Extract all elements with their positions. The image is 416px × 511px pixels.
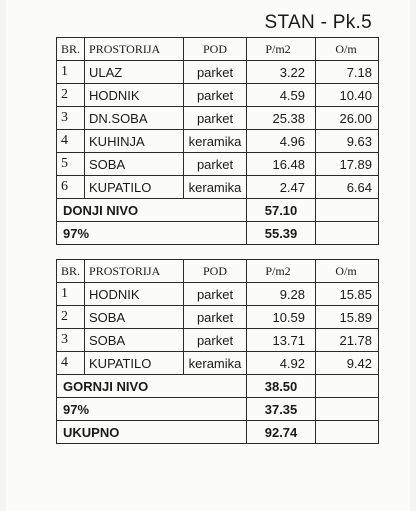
table-header-row bbox=[57, 260, 379, 283]
room-perimeter: 15.89 bbox=[316, 306, 379, 329]
floor-type: parket bbox=[184, 107, 247, 130]
row-number: 6 bbox=[57, 176, 85, 199]
room-name: KUPATILO bbox=[85, 176, 184, 199]
floor-type: parket bbox=[184, 283, 247, 306]
floor-type: keramika bbox=[184, 176, 247, 199]
level-total-row bbox=[57, 375, 379, 398]
room-area: 10.59 bbox=[247, 306, 316, 329]
row-number: 4 bbox=[57, 352, 85, 375]
room-perimeter: 9.42 bbox=[316, 352, 379, 375]
row-number: 5 bbox=[57, 153, 85, 176]
header-area: P/m2 bbox=[247, 260, 316, 283]
room-perimeter: 10.40 bbox=[316, 84, 379, 107]
level-total-label: GORNJI NIVO bbox=[57, 375, 247, 398]
room-name: KUPATILO bbox=[85, 352, 184, 375]
header-pod: POD bbox=[184, 38, 247, 61]
table-row bbox=[57, 306, 379, 329]
row-number: 1 bbox=[57, 61, 85, 84]
room-name: ULAZ bbox=[85, 61, 184, 84]
table-row bbox=[57, 176, 379, 199]
floor-type: parket bbox=[184, 329, 247, 352]
room-perimeter: 26.00 bbox=[316, 107, 379, 130]
room-name: SOBA bbox=[85, 153, 184, 176]
room-area: 13.71 bbox=[247, 329, 316, 352]
empty-cell bbox=[316, 199, 379, 222]
room-perimeter: 17.89 bbox=[316, 153, 379, 176]
room-name: HODNIK bbox=[85, 283, 184, 306]
room-area: 4.92 bbox=[247, 352, 316, 375]
reduced-label: 97% bbox=[57, 398, 247, 421]
header-perimeter: O/m bbox=[316, 38, 379, 61]
room-name: SOBA bbox=[85, 329, 184, 352]
room-perimeter: 15.85 bbox=[316, 283, 379, 306]
room-area: 4.59 bbox=[247, 84, 316, 107]
room-perimeter: 6.64 bbox=[316, 176, 379, 199]
room-area: 2.47 bbox=[247, 176, 316, 199]
room-perimeter: 21.78 bbox=[316, 329, 379, 352]
room-area: 3.22 bbox=[247, 61, 316, 84]
donji-nivo-table bbox=[56, 37, 379, 245]
level-reduced-row bbox=[57, 222, 379, 245]
row-number: 2 bbox=[57, 84, 85, 107]
room-name: KUHINJA bbox=[85, 130, 184, 153]
table-row bbox=[57, 329, 379, 352]
row-number: 1 bbox=[57, 283, 85, 306]
room-area: 16.48 bbox=[247, 153, 316, 176]
table-row bbox=[57, 153, 379, 176]
room-area: 4.96 bbox=[247, 130, 316, 153]
grand-total-row bbox=[57, 421, 379, 444]
empty-cell bbox=[316, 222, 379, 245]
apartment-title: STAN - Pk.5 bbox=[264, 12, 372, 33]
table-row bbox=[57, 61, 379, 84]
empty-cell bbox=[316, 421, 379, 444]
table-row bbox=[57, 352, 379, 375]
table-row bbox=[57, 283, 379, 306]
level-total-row bbox=[57, 199, 379, 222]
room-name: DN.SOBA bbox=[85, 107, 184, 130]
level-total-value: 57.10 bbox=[247, 199, 316, 222]
header-br: BR. bbox=[57, 260, 85, 283]
reduced-label: 97% bbox=[57, 222, 247, 245]
empty-cell bbox=[316, 398, 379, 421]
header-pod: POD bbox=[184, 260, 247, 283]
floor-type: parket bbox=[184, 84, 247, 107]
table-row bbox=[57, 130, 379, 153]
document-page bbox=[6, 0, 410, 511]
header-br: BR. bbox=[57, 38, 85, 61]
room-perimeter: 9.63 bbox=[316, 130, 379, 153]
header-area: P/m2 bbox=[247, 38, 316, 61]
floor-type: parket bbox=[184, 306, 247, 329]
floor-type: parket bbox=[184, 153, 247, 176]
grand-total-value: 92.74 bbox=[247, 421, 316, 444]
floor-type: parket bbox=[184, 61, 247, 84]
row-number: 3 bbox=[57, 329, 85, 352]
row-number: 4 bbox=[57, 130, 85, 153]
reduced-value: 55.39 bbox=[247, 222, 316, 245]
header-prostorija: PROSTORIJA bbox=[85, 38, 184, 61]
empty-cell bbox=[316, 375, 379, 398]
level-total-value: 38.50 bbox=[247, 375, 316, 398]
table-row bbox=[57, 107, 379, 130]
room-name: SOBA bbox=[85, 306, 184, 329]
table-header-row bbox=[57, 38, 379, 61]
header-prostorija: PROSTORIJA bbox=[85, 260, 184, 283]
reduced-value: 37.35 bbox=[247, 398, 316, 421]
header-perimeter: O/m bbox=[316, 260, 379, 283]
row-number: 2 bbox=[57, 306, 85, 329]
room-area: 9.28 bbox=[247, 283, 316, 306]
room-area: 25.38 bbox=[247, 107, 316, 130]
row-number: 3 bbox=[57, 107, 85, 130]
room-name: HODNIK bbox=[85, 84, 184, 107]
gornji-nivo-table bbox=[56, 259, 379, 444]
floor-type: keramika bbox=[184, 352, 247, 375]
table-row bbox=[57, 84, 379, 107]
level-reduced-row bbox=[57, 398, 379, 421]
grand-total-label: UKUPNO bbox=[57, 421, 247, 444]
room-perimeter: 7.18 bbox=[316, 61, 379, 84]
level-total-label: DONJI NIVO bbox=[57, 199, 247, 222]
floor-type: keramika bbox=[184, 130, 247, 153]
